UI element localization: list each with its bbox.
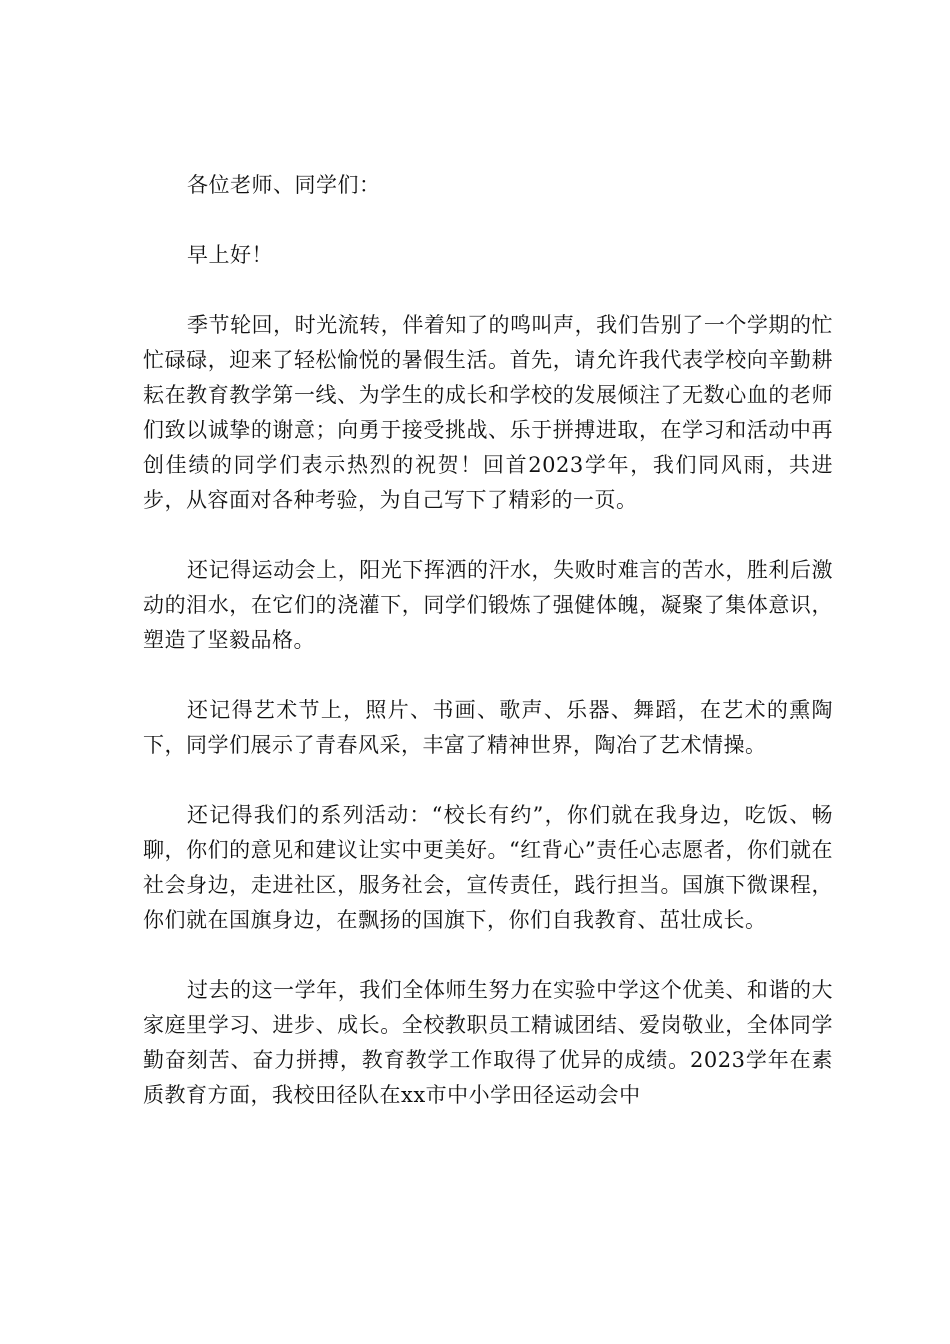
paragraph-art-festival: 还记得艺术节上，照片、书画、歌声、乐器、舞蹈，在艺术的熏陶下，同学们展示了青春风采，丰富了精神世界，陶冶了艺术情操。 [143, 698, 833, 757]
salutation-line: 早上好！ [187, 243, 273, 267]
paragraph-opening: 季节轮回，时光流转，伴着知了的鸣叫声，我们告别了一个学期的忙忙碌碌，迎来了轻松愉悦的暑假生活。首先，请允许我代表学校向辛勤耕耘在教育教学第一线、为学生的成长和学校的发展倾注了无数心血的老师们致以诚挚的谢意；向勇于接受挑战、乐于拼搏进取，在学习和活动中再创佳绩的同学们表示热烈的祝贺！回首2023学年，我们同风雨，共进步，从容面对各种考验，为自己写下了精彩的一页。 [143, 313, 833, 512]
paragraph-school-year: 过去的这一学年，我们全体师生努力在实验中学这个优美、和谐的大家庭里学习、进步、成长。全校教职员工精诚团结、爱岗敬业，全体同学勤奋刻苦、奋力拼搏，教育教学工作取得了优异的成绩。2023学年在素质教育方面，我校田径队在xx市中小学田径运动会中 [143, 978, 833, 1107]
paragraph-activities: 还记得我们的系列活动：“校长有约”，你们就在我身边，吃饭、畅聊，你们的意见和建议让实中更美好。“红背心”责任心志愿者，你们就在社会身边，走进社区，服务社会，宣传责任，践行担当。国旗下微课程，你们就在国旗身边，在飘扬的国旗下，你们自我教育、茁壮成长。 [143, 803, 833, 932]
greeting-line: 各位老师、同学们： [187, 173, 381, 197]
paragraph-sports-meet: 还记得运动会上，阳光下挥洒的汗水，失败时难言的苦水，胜利后激动的泪水，在它们的浇灌下，同学们锻炼了强健体魄，凝聚了集体意识，塑造了坚毅品格。 [143, 558, 833, 652]
document-body [143, 168, 833, 1113]
